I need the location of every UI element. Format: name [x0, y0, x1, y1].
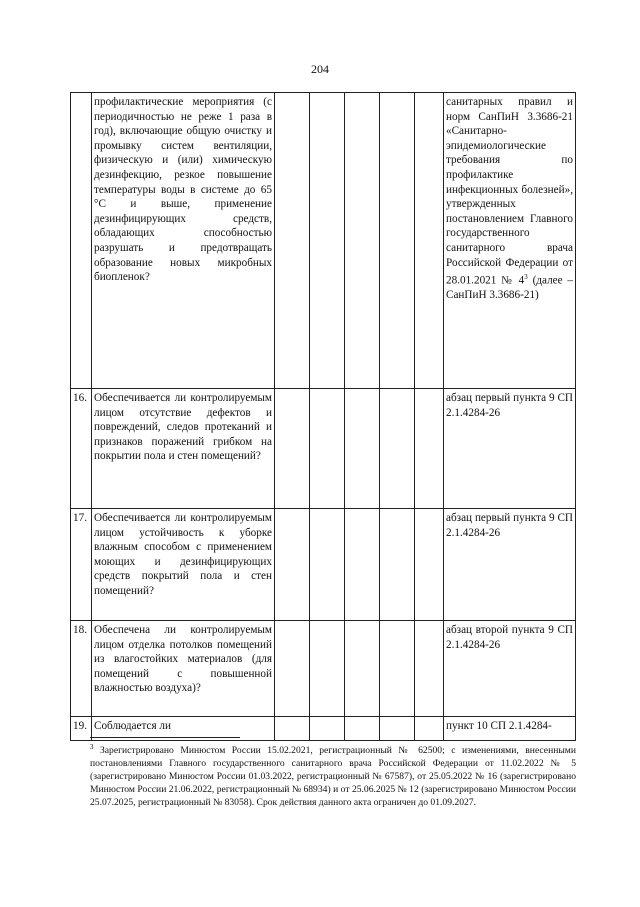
answer-cell-yes — [275, 93, 310, 389]
page-number: 204 — [311, 62, 329, 76]
answer-cell-yes — [275, 389, 310, 509]
answer-cell-note — [380, 509, 415, 621]
reference-tail: (далее – СанПиН 3.3686-21) — [446, 274, 573, 302]
row-reference: пункт 10 СП 2.1.4284- — [444, 717, 576, 741]
answer-cell-not-applicable — [345, 389, 380, 509]
table-row — [71, 509, 576, 621]
row-reference — [444, 93, 576, 389]
answer-cell-note — [380, 717, 415, 741]
footnote-text: Зарегистрировано Минюстом России 15.02.2021, регистрационный № 62500; с изменениями, внесенными постановлениями Главного государственного санитарного врача Российской Федерации от 11.02.2022 № 5 (зарегистрировано Минюстом России 01.03.2022, регистрационный № 67587), от 25.05.2022 № 16 (зарегистрировано Минюстом России 21.06.2022, регистрационный № 68934) и от 25.06.2025 № 12 (зарегистрировано Минюстом России 25.07.2025, регистрационный № 83058). Срок действия данного акта ограничен до 01.09.2027. — [90, 745, 576, 809]
table-row — [71, 93, 576, 389]
answer-cell-extra — [415, 717, 444, 741]
row-reference: абзац первый пункта 9 СП 2.1.4284-26 — [444, 389, 576, 509]
row-reference: абзац второй пункта 9 СП 2.1.4284-26 — [444, 621, 576, 717]
row-number: 16. — [71, 389, 92, 509]
row-question: Соблюдается ли — [92, 717, 275, 741]
answer-cell-extra — [415, 389, 444, 509]
footnote-mark: 3 — [524, 273, 528, 282]
answer-cell-no — [310, 509, 345, 621]
row-question: Обеспечивается ли контролируемым лицом устойчивость к уборке влажным способом с применением моющих и дезинфицирующих средств покрытий пола и стен помещений? — [92, 509, 275, 621]
table-row — [71, 389, 576, 509]
row-question: Обеспечена ли контролируемым лицом отделка потолков помещений из влагостойких материалов (для помещений с повышенной влажностью воздуха)? — [92, 621, 275, 717]
footnote-number: 3 — [90, 743, 94, 751]
row-number: 18. — [71, 621, 92, 717]
answer-cell-yes — [275, 717, 310, 741]
footnote-separator — [90, 737, 240, 738]
answer-cell-note — [380, 389, 415, 509]
row-question: Обеспечивается ли контролируемым лицом отсутствие дефектов и повреждений, следов протеканий и признаков поражений грибком на покрытии пола и стен помещений? — [92, 389, 275, 509]
answer-cell-no — [310, 389, 345, 509]
footnote — [90, 741, 576, 809]
row-number: 19. — [71, 717, 92, 741]
answer-cell-not-applicable — [345, 621, 380, 717]
answer-cell-not-applicable — [345, 93, 380, 389]
answer-cell-yes — [275, 621, 310, 717]
answer-cell-yes — [275, 509, 310, 621]
row-number: 17. — [71, 509, 92, 621]
row-number — [71, 93, 92, 389]
answer-cell-note — [380, 93, 415, 389]
answer-cell-extra — [415, 93, 444, 389]
table-row — [71, 621, 576, 717]
answer-cell-not-applicable — [345, 717, 380, 741]
answer-cell-extra — [415, 509, 444, 621]
answer-cell-no — [310, 717, 345, 741]
row-reference: абзац первый пункта 9 СП 2.1.4284-26 — [444, 509, 576, 621]
reference-text: санитарных правил и норм СанПиН 3.3686-21 «Санитарно-эпидемиологические требования по профилактике инфекционных болезней», утвержденных постановлением Главного государственного санитарного врача Российской Федерации от 28.01.2021 № 4 — [446, 96, 573, 287]
answer-cell-extra — [415, 621, 444, 717]
answer-cell-not-applicable — [345, 509, 380, 621]
answer-cell-no — [310, 93, 345, 389]
row-question: профилактические мероприятия (с периодичностью не реже 1 раза в год), включающие общую очистку и промывку систем вентиляции, физическую и (или) химическую дезинфекцию, резкое повышение температуры воды в системе до 65 °С и выше, применение дезинфицирующих средств, обладающих способностью разрушать и предотвращать образование новых микробных биопленок? — [92, 93, 275, 389]
checklist-table — [70, 92, 576, 741]
answer-cell-no — [310, 621, 345, 717]
answer-cell-note — [380, 621, 415, 717]
